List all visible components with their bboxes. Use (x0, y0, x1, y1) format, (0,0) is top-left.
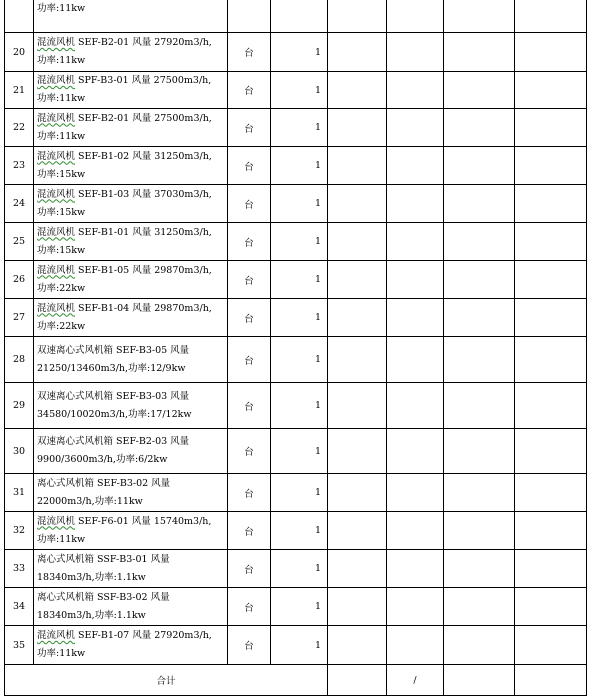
table-row (5, 223, 587, 261)
empty-cell (515, 72, 587, 109)
table-row (5, 588, 587, 626)
table-row (5, 299, 587, 337)
empty-cell (444, 147, 515, 185)
empty-cell (328, 512, 387, 550)
table-row (5, 147, 587, 185)
empty-cell (328, 185, 387, 223)
item-description: 离心式风机箱 SSF-B3-01 风量 18340m3/h,功率:1.1kw (34, 550, 228, 588)
item-description: 混流风机 SEF-B1-07 风量 27920m3/h, 功率:11kw (34, 626, 228, 665)
row-number: 33 (5, 550, 34, 588)
unit-cell: 台 (228, 429, 271, 474)
empty-cell (387, 337, 444, 383)
row-number: 28 (5, 337, 34, 383)
row-number: 20 (5, 33, 34, 72)
empty-cell (444, 383, 515, 429)
table-row (5, 72, 587, 109)
unit-cell: 台 (228, 33, 271, 72)
empty-cell (515, 383, 587, 429)
unit-cell: 台 (228, 626, 271, 665)
empty-cell (444, 474, 515, 512)
empty-cell (515, 109, 587, 147)
quantity-cell: 1 (271, 72, 328, 109)
item-description: 离心式风机箱 SSF-B3-02 风量 18340m3/h,功率:1.1kw (34, 588, 228, 626)
empty-cell (328, 109, 387, 147)
empty-cell (328, 147, 387, 185)
item-description: 混流风机 SEF-B1-03 风量 37030m3/h, 功率:15kw (34, 185, 228, 223)
row-number: 21 (5, 72, 34, 109)
quantity-cell: 1 (271, 588, 328, 626)
empty-cell (515, 588, 587, 626)
empty-cell (444, 337, 515, 383)
empty-cell (444, 261, 515, 299)
quantity-cell: 1 (271, 626, 328, 665)
empty-cell (515, 223, 587, 261)
empty-cell (515, 185, 587, 223)
empty-cell (387, 588, 444, 626)
unit-cell: 台 (228, 223, 271, 261)
empty-cell (387, 261, 444, 299)
unit-cell: 台 (228, 383, 271, 429)
unit-cell: 台 (228, 72, 271, 109)
empty-cell (444, 626, 515, 665)
empty-cell (515, 512, 587, 550)
table-row (5, 261, 587, 299)
item-description: 混流风机 SEF-B1-05 风量 29870m3/h, 功率:22kw (34, 261, 228, 299)
row-number (5, 0, 34, 33)
unit-cell: 台 (228, 474, 271, 512)
empty-cell (515, 550, 587, 588)
row-number: 31 (5, 474, 34, 512)
empty-cell (444, 550, 515, 588)
row-number: 35 (5, 626, 34, 665)
empty-cell (387, 223, 444, 261)
quantity-cell: 1 (271, 550, 328, 588)
table-row (5, 383, 587, 429)
empty-cell (515, 261, 587, 299)
empty-cell (444, 588, 515, 626)
empty-cell (387, 474, 444, 512)
empty-cell (387, 626, 444, 665)
quantity-cell: 1 (271, 223, 328, 261)
table-row (5, 550, 587, 588)
empty-cell (328, 550, 387, 588)
row-number: 29 (5, 383, 34, 429)
unit-cell: 台 (228, 109, 271, 147)
table-row (5, 337, 587, 383)
empty-cell (515, 474, 587, 512)
empty-cell (387, 185, 444, 223)
table-row (5, 109, 587, 147)
item-description: 混流风机 SEF-F6-01 风量 15740m3/h, 功率:11kw (34, 512, 228, 550)
table-row (5, 626, 587, 665)
empty-cell (387, 72, 444, 109)
equipment-table (4, 0, 587, 696)
empty-cell (387, 383, 444, 429)
empty-cell (387, 33, 444, 72)
empty-cell (328, 337, 387, 383)
empty-cell (328, 383, 387, 429)
total-amount: / (387, 665, 444, 696)
quantity-cell: 1 (271, 383, 328, 429)
row-number: 26 (5, 261, 34, 299)
empty-cell (444, 299, 515, 337)
quantity-cell: 1 (271, 299, 328, 337)
empty-cell (515, 147, 587, 185)
empty-cell (444, 429, 515, 474)
total-row (5, 665, 587, 696)
row-number: 24 (5, 185, 34, 223)
empty-cell (515, 626, 587, 665)
item-description: 双速离心式风机箱 SEF-B3-05 风量 21250/13460m3/h,功率:12/9kw (34, 337, 228, 383)
item-description: 双速离心式风机箱 SEF-B3-03 风量 34580/10020m3/h,功率:17/12kw (34, 383, 228, 429)
table-row (5, 474, 587, 512)
empty-cell (328, 626, 387, 665)
unit-cell: 台 (228, 337, 271, 383)
empty-cell (515, 429, 587, 474)
empty-cell (515, 299, 587, 337)
empty-cell (444, 109, 515, 147)
row-number: 22 (5, 109, 34, 147)
item-description: 混流风机 SEF-B2-01 风量 27500m3/h, 功率:11kw (34, 109, 228, 147)
empty-cell (328, 261, 387, 299)
item-description: 混流风机 SEF-B1-02 风量 31250m3/h, 功率:15kw (34, 147, 228, 185)
unit-cell: 台 (228, 512, 271, 550)
item-description: 双速离心式风机箱 SEF-B2-03 风量 9900/3600m3/h,功率:6/2kw (34, 429, 228, 474)
empty-cell (387, 429, 444, 474)
table-row (5, 33, 587, 72)
item-description: 混流风机 SEF-B1-01 风量 31250m3/h, 功率:15kw (34, 223, 228, 261)
item-description: 功率:11kw (34, 0, 228, 33)
item-description: 离心式风机箱 SEF-B3-02 风量 22000m3/h,功率:11kw (34, 474, 228, 512)
total-label: 合计 (5, 665, 328, 696)
item-description: 混流风机 SPF-B3-01 风量 27500m3/h, 功率:11kw (34, 72, 228, 109)
table-row (5, 0, 587, 33)
quantity-cell: 1 (271, 147, 328, 185)
quantity-cell: 1 (271, 33, 328, 72)
empty-cell (328, 72, 387, 109)
quantity-cell: 1 (271, 429, 328, 474)
row-number: 32 (5, 512, 34, 550)
table-row (5, 185, 587, 223)
unit-cell: 台 (228, 299, 271, 337)
empty-cell (328, 299, 387, 337)
empty-cell (444, 512, 515, 550)
table-row (5, 512, 587, 550)
empty-cell (444, 223, 515, 261)
unit-cell: 台 (228, 261, 271, 299)
unit-cell: 台 (228, 550, 271, 588)
quantity-cell: 1 (271, 261, 328, 299)
row-number: 30 (5, 429, 34, 474)
quantity-cell: 1 (271, 474, 328, 512)
quantity-cell: 1 (271, 185, 328, 223)
empty-cell (387, 109, 444, 147)
table-row (5, 429, 587, 474)
empty-cell (444, 33, 515, 72)
empty-cell (328, 474, 387, 512)
empty-cell (444, 72, 515, 109)
empty-cell (328, 223, 387, 261)
empty-cell (444, 185, 515, 223)
empty-cell (515, 337, 587, 383)
unit-cell: 台 (228, 147, 271, 185)
empty-cell (328, 588, 387, 626)
quantity-cell: 1 (271, 512, 328, 550)
quantity-cell: 1 (271, 109, 328, 147)
quantity-cell: 1 (271, 337, 328, 383)
empty-cell (387, 512, 444, 550)
unit-cell: 台 (228, 588, 271, 626)
unit-cell: 台 (228, 185, 271, 223)
row-number: 34 (5, 588, 34, 626)
row-number: 27 (5, 299, 34, 337)
empty-cell (387, 299, 444, 337)
row-number: 23 (5, 147, 34, 185)
empty-cell (515, 33, 587, 72)
row-number: 25 (5, 223, 34, 261)
item-description: 混流风机 SEF-B2-01 风量 27920m3/h, 功率:11kw (34, 33, 228, 72)
empty-cell (328, 429, 387, 474)
empty-cell (328, 33, 387, 72)
empty-cell (387, 147, 444, 185)
empty-cell (387, 550, 444, 588)
item-description: 混流风机 SEF-B1-04 风量 29870m3/h, 功率:22kw (34, 299, 228, 337)
